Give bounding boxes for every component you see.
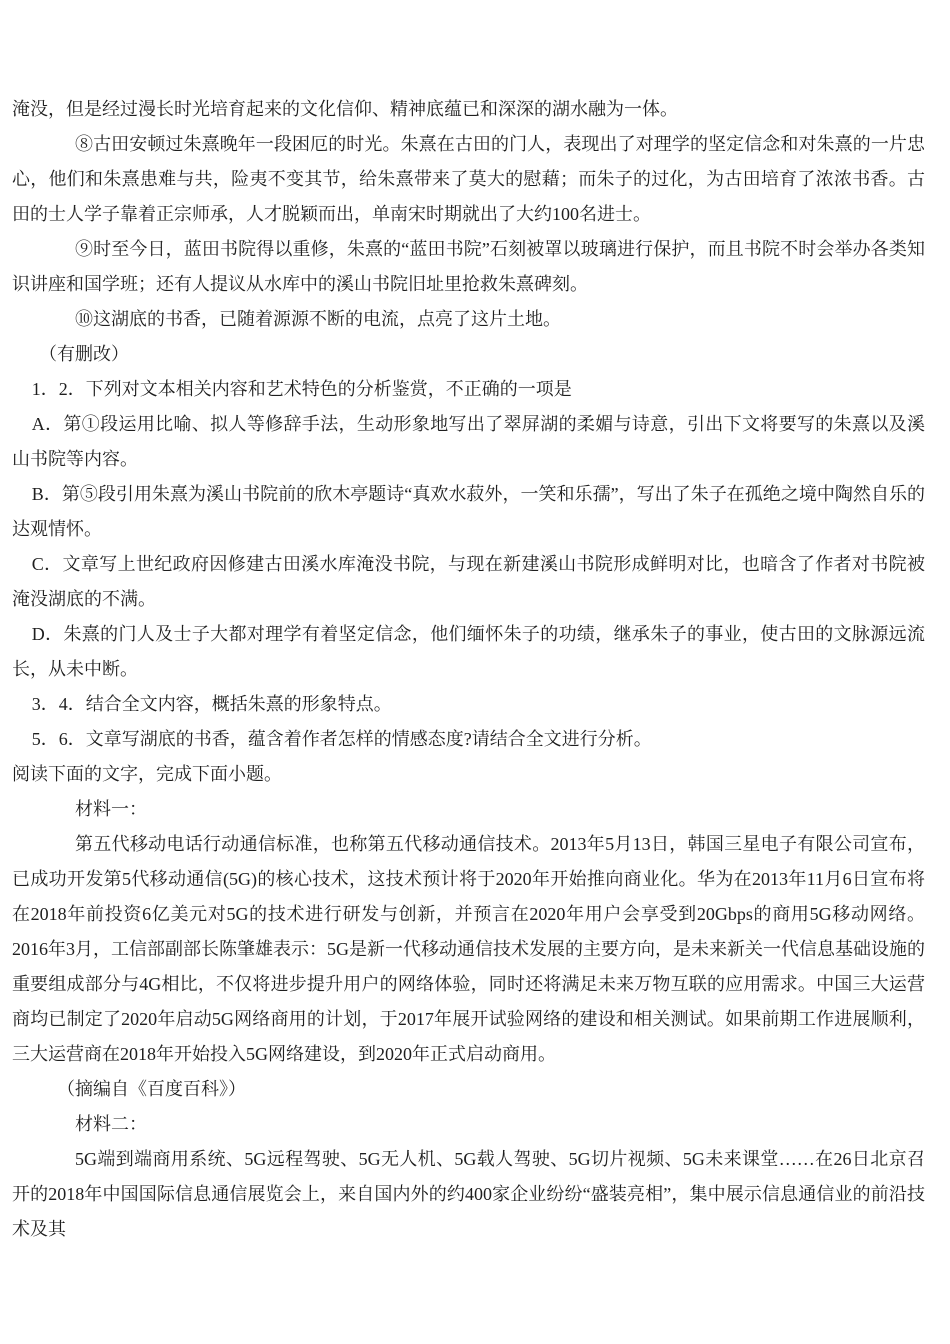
question-1-2: 1．2．下列对文本相关内容和艺术特色的分析鉴赏，不正确的一项是 xyxy=(31,379,572,399)
article-paragraph-8: ⑧古田安顿过朱熹晚年一段困厄的时光。朱熹在古田的门人，表现出了对理学的坚定信念和对朱熹的一片忠心，他们和朱熹患难与共，险夷不变其节，给朱熹带来了莫大的慰藉；而朱子的过化，为古田培育了浓浓书香。古田的士人学子靠着正宗师承，人才脱颖而出，单南宋时期就出了大约100名进士。 xyxy=(12,134,925,224)
option-b: B．第⑤段引用朱熹为溪山书院前的欣木亭题诗“真欢水菽外，一笑和乐孺”，写出了朱子在孤绝之境中陶然自乐的达观情怀。 xyxy=(12,484,925,539)
question-5-6: 5．6．文章写湖底的书香，蕴含着作者怎样的情感态度?请结合全文进行分析。 xyxy=(31,729,652,749)
material-1-paragraph: 第五代移动电话行动通信标准，也称第五代移动通信技术。2013年5月13日，韩国三星电子有限公司宣布，已成功开发第5代移动通信(5G)的核心技术，这技术预计将于2020年开始推向商业化。华为在2013年11月6日宣布将在2018年前投资6亿美元对5G的技术进行研发与创新，并预言在2020年用户会享受到20Gbps的商用5G移动网络。2016年3月，工信部副部长陈肇雄表示：5G是新一代移动通信技术发展的主要方向，是未来新关一代信息基础设施的重要组成部分与4G相比，不仅将进步提升用户的网络体验，同时还将满足未来万物互联的应用需求。中国三大运营商均已制定了2020年启动5G网络商用的计划，于2017年展开试验网络的建设和相关测试。如果前期工作进展顺利，三大运营商在2018年开始投入5G网络建设，到2020年正式启动商用。 xyxy=(12,834,925,1064)
article-continuation-line: 淹没，但是经过漫长时光培育起来的文化信仰、精神底蕴已和深深的湖水融为一体。 xyxy=(12,99,678,119)
option-a: A．第①段运用比喻、拟人等修辞手法，生动形象地写出了翠屏湖的柔媚与诗意，引出下文将要写的朱熹以及溪山书院等内容。 xyxy=(12,414,925,469)
option-d: D．朱熹的门人及士子大都对理学有着坚定信念，他们缅怀朱子的功绩，继承朱子的事业，使古田的文脉源远流长，从未中断。 xyxy=(12,624,925,679)
material-1-label: 材料一： xyxy=(75,799,147,819)
question-3-4: 3．4．结合全文内容，概括朱熹的形象特点。 xyxy=(31,694,392,714)
material-2-label: 材料二： xyxy=(75,1114,147,1134)
source-note-edited: （有删改） xyxy=(39,344,129,364)
article-paragraph-9: ⑨时至今日，蓝田书院得以重修，朱熹的“蓝田书院”石刻被罩以玻璃进行保护，而且书院不时会举办各类知识讲座和国学班；还有人提议从水库中的溪山书院旧址里抢救朱熹碑刻。 xyxy=(12,239,925,294)
source-note-baidu: （摘编自《百度百科》） xyxy=(57,1079,246,1099)
material-2-paragraph: 5G端到端商用系统、5G远程驾驶、5G无人机、5G载人驾驶、5G切片视频、5G未来课堂……在26日北京召开的2018年中国国际信息通信展览会上，来自国内外的约400家企业纷纷“盛装亮相”，集中展示信息通信业的前沿技术及其 xyxy=(12,1149,925,1239)
article-paragraph-10: ⑩这湖底的书香，已随着源源不断的电流，点亮了这片土地。 xyxy=(75,309,561,329)
reading-instruction: 阅读下面的文字，完成下面小题。 xyxy=(12,764,282,784)
option-c: C．文章写上世纪政府因修建古田溪水库淹没书院，与现在新建溪山书院形成鲜明对比，也暗含了作者对书院被淹没湖底的不满。 xyxy=(12,554,925,609)
